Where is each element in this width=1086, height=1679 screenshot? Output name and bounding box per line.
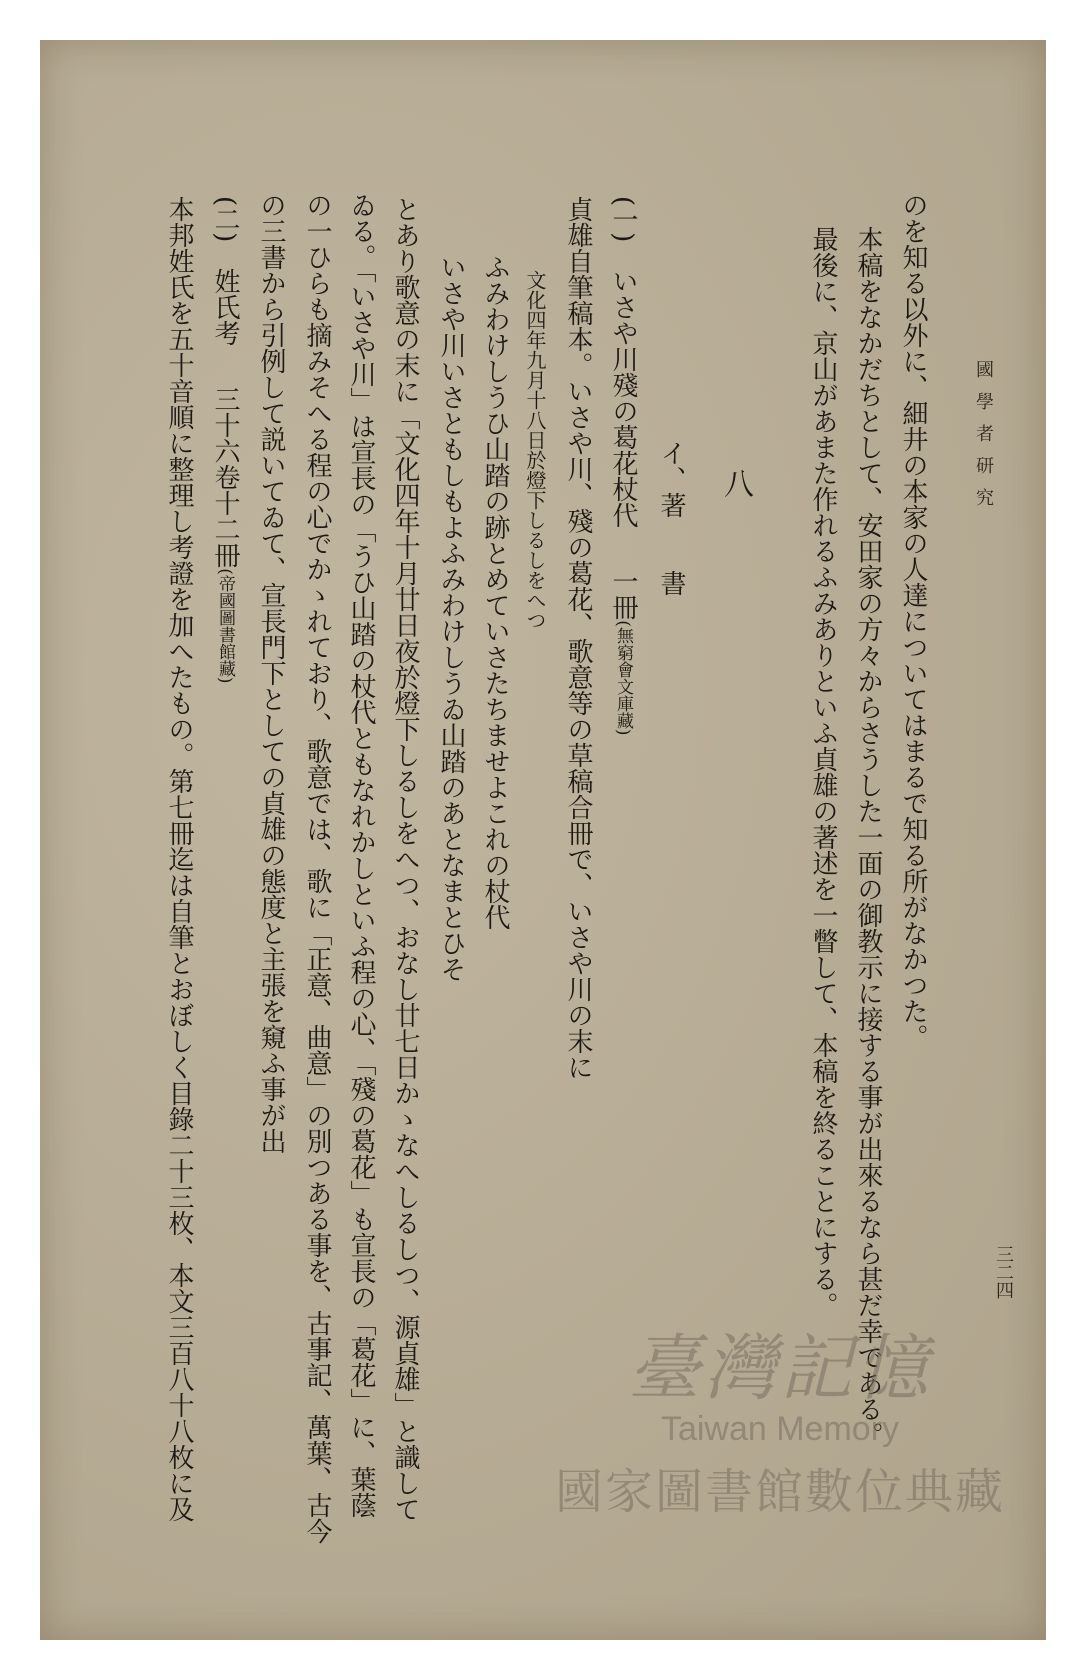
column-text: 文化四年九月十八日於燈下しるしをへつ: [523, 270, 547, 630]
column-text: 本稿をなかだちとして、安田家の方々からさうした一面の御教示に接する事が出來るなら甚だ幸である。: [853, 226, 883, 1448]
text-column: [525, 270, 545, 630]
column-text: とあり歌意の末に「文化四年十月廿日夜於燈下しるしをへつ、おなし廿七日かゝなへしるしつ、源貞雄」と識して: [390, 196, 420, 1522]
column-text: ゐる。「いさや川」は宣長の「うひ山踏の杖代ともなれかしといふ程の心、「殘の葛花」も宣長の「葛花」に、葉蔭: [346, 192, 376, 1518]
text-column: [482, 254, 508, 930]
watermark-subtitle: 國家圖書館數位典藏: [554, 1464, 1005, 1520]
column-text: 最後に、京山があまた作れるふみありといふ貞雄の著述を一瞥して、本稿を終ることにする。: [808, 226, 838, 1318]
running-header: 國學者研究: [973, 360, 994, 520]
column-text: の三書から引例して説いてゐて、宣長門下としての貞雄の態度と主張を窺ふ事が出: [256, 192, 286, 1154]
text-column: [718, 468, 753, 498]
watermark-english: Taiwan Memory: [660, 1410, 900, 1448]
column-text: (二) 姓氏考: [210, 196, 240, 347]
text-column: [610, 196, 636, 736]
column-text: のを知る以外に、細井の本家の人達についてはまるで知る所がなかつた。: [898, 192, 928, 1050]
text-column: [438, 254, 464, 982]
volume-count: 三十六卷十二冊: [210, 386, 240, 569]
column-text: (一) いさや川殘の葛花杖代: [608, 196, 638, 529]
watermark: [520, 1310, 1040, 1522]
text-column: [810, 226, 836, 1318]
column-text: の一ひらも摘みそへる程の心でかゝれており、歌意では、歌に「正意、曲意」の別つある事を、古事記、萬葉、古今: [302, 192, 332, 1544]
column-text: 本邦姓氏を五十音順に整理し考證を加へたもの。第七冊迄は自筆とおぼしく目錄二十三枚、本文三百八十八枚に及: [164, 196, 194, 1522]
column-text: 八: [718, 468, 753, 498]
column-text: 貞雄自筆稿本。いさや川、殘の葛花、歌意等の草稿合冊で、いさや川の末に: [563, 196, 593, 1080]
text-column: [900, 192, 926, 1050]
text-column: [348, 192, 374, 1518]
text-column: [212, 196, 238, 684]
book-page: [40, 40, 1046, 1640]
text-column: [658, 440, 684, 596]
column-text: イ、著 書: [656, 440, 686, 596]
holding-note: (無窮會文庫藏): [613, 620, 633, 736]
text-column: [855, 226, 881, 1448]
text-column: [392, 196, 418, 1522]
text-column: [258, 192, 284, 1154]
column-text: ふみわけしうひ山踏の跡とめていさたちませよこれの杖代: [480, 254, 510, 930]
holding-note: (帝國圖書館藏): [215, 568, 235, 684]
watermark-logo: 臺灣記憶: [627, 1326, 932, 1410]
text-column: [166, 196, 192, 1522]
volume-count: 一冊: [608, 568, 638, 621]
page-number: 三二四: [993, 1245, 1014, 1299]
column-text: いさや川いさともしもよふみわけしうゐ山踏のあとなまとひそ: [436, 254, 466, 982]
text-column: [565, 196, 591, 1080]
text-column: [304, 192, 330, 1544]
